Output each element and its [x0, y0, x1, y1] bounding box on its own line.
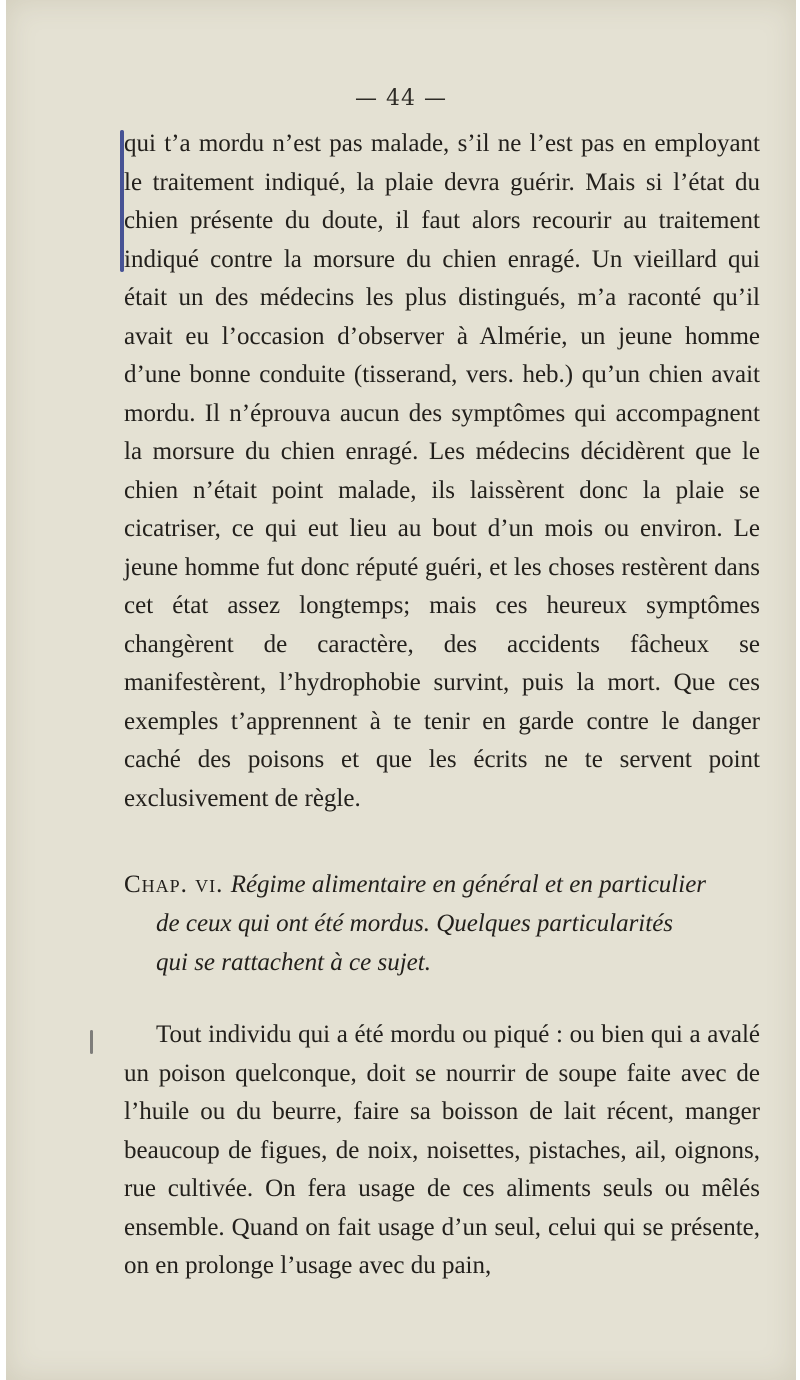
chapter-title-line-3: qui se rattachent à ce sujet. [156, 949, 431, 976]
body-paragraph-1: qui t’a mordu n’est pas malade, s’il ne l’est pas en employant le traitement indiqué, la plaie devra guérir. Mais si l’état du chien présente du doute, il faut alors recourir au traitement indiqué contre la morsure du chien enragé. Un vieillard qui était un des médecins les plus distingués, m’a raconté qu’il avait eu l’occasion d’observer à Almérie, un jeune homme d’une bonne conduite (tisserand, vers. heb.) qu’un chien avait mordu. Il n’éprouva aucun des symptômes qui accompagnent la morsure du chien enragé. Les médecins décidèrent que le chien n’était point malade, ils laissèrent donc la plaie se cicatriser, ce qui eut lieu au bout d’un mois ou environ. Le jeune homme fut donc réputé guéri, et les choses restèrent dans cet état assez longtemps; mais ces heureux symptômes changèrent de caractère, des accidents fâcheux se manifestèrent, l’hydrophobie survint, puis la mort. Que ces exemples t’apprennent à te tenir en garde contre le danger caché des poisons et que les écrits ne te servent point exclusivement de règle. [124, 130, 760, 812]
pencil-margin-mark [90, 1030, 93, 1054]
chapter-title-line-2: de ceux qui ont été mordus. Quelques particularités [156, 910, 674, 937]
book-page [6, 0, 796, 1380]
page-number: — 44 — [355, 86, 447, 111]
chapter-heading [124, 865, 764, 982]
chapter-label: Chap. vi. [124, 871, 231, 898]
chapter-title-line-1: Régime alimentaire en général et en particulier [230, 871, 707, 898]
body-paragraph-2: Tout individu qui a été mordu ou piqué : ou bien qui a avalé un poison quelconque, doit se nourrir de soupe faite avec de l’huile ou du beurre, faire sa boisson de lait récent, manger beaucoup de figues, de noix, noisettes, pistaches, ail, oignons, rue cultivée. On fera usage de ces aliments seuls ou mêlés ensemble. Quand on fait usage d’un seul, celui qui se présente, on en prolonge l’usage avec du pain, [124, 1021, 760, 1279]
